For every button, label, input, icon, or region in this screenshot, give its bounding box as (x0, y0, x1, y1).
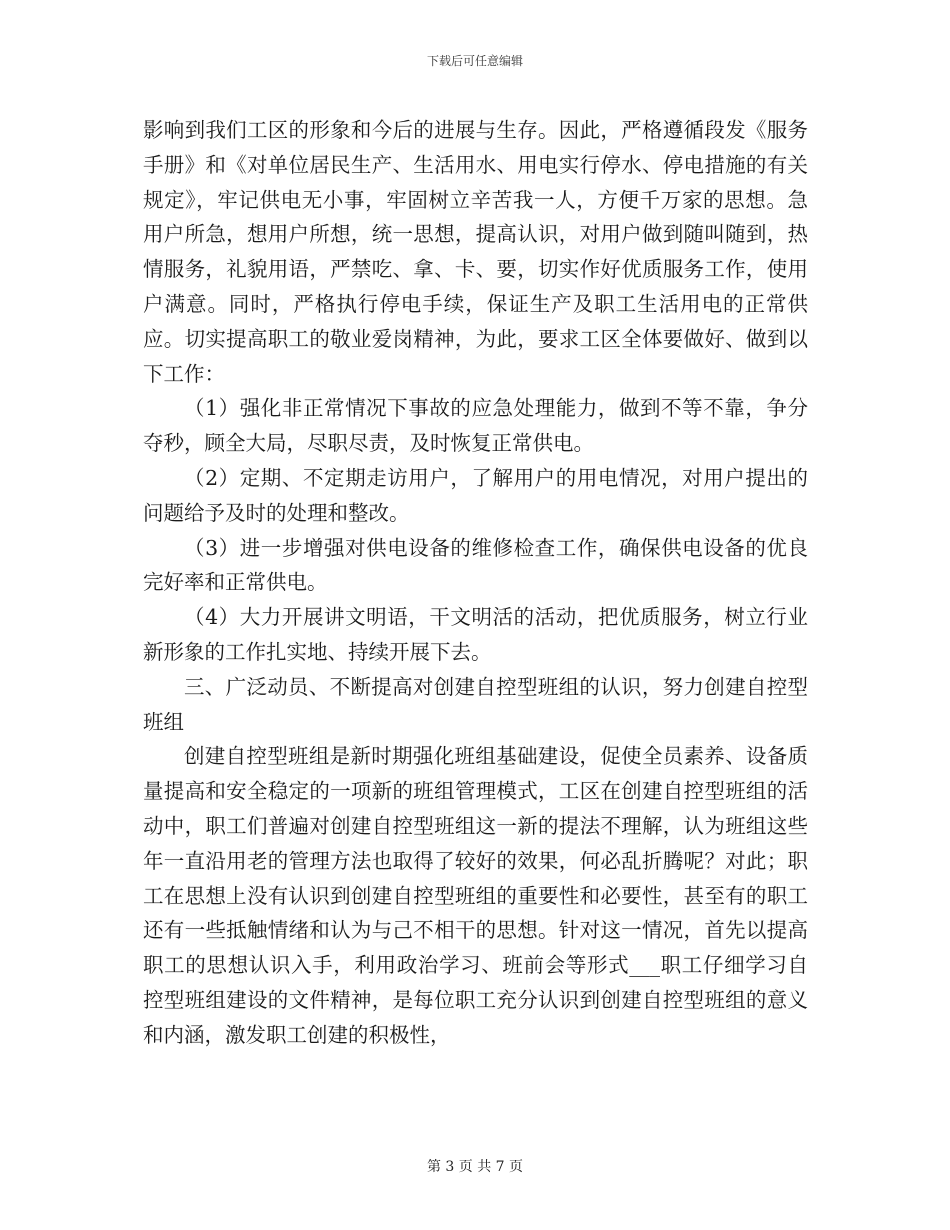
section-heading-3: 三、广泛动员、不断提高对创建自控型班组的认识，努力创建自控型班组 (143, 674, 808, 734)
paragraph-self-control-team: 创建自控型班组是新时期强化班组基础建设，促使全员素养、设备质量提高和安全稳定的一项新的班组管理模式，工区在创建自控型班组的活动中，职工们普遍对创建自控型班组这一新的提法不理解，认为班组这些年一直沿用老的管理方法也取得了较好的效果，何必乱折腾呢？对此；职工在思想上没有认识到创建自控型班组的重要性和必要性，甚至有的职工还有一些抵触情绪和认为与己不相干的思想。针对这一情况，首先以提高职工的思想认识入手，利用政治学习、班前会等形式___职工仔细学习自控型班组建设的文件精神，是每位职工充分认识到创建自控型班组的意义和内涵，激发职工创建的积极性， (143, 744, 808, 1047)
paragraph-item-4: （4）大力开展讲文明语，干文明活的活动，把优质服务，树立行业新形象的工作扎实地、持续开展下去。 (143, 605, 808, 664)
page-header-note: 下载后可任意编辑 (426, 54, 523, 68)
page-number-footer: 第 3 页 共 7 页 (426, 1159, 524, 1175)
paragraph-item-1: （1）强化非正常情况下事故的应急处理能力，做到不等不靠，争分夺秒，顾全大局，尽职尽责，及时恢复正常供电。 (143, 396, 808, 456)
paragraph-item-2: （2）定期、不定期走访用户，了解用户的用电情况，对用户提出的问题给予及时的处理和整改。 (143, 465, 808, 525)
document-body (143, 113, 808, 1053)
paragraph-item-3: （3）进一步增强对供电设备的维修检查工作，确保供电设备的优良完好率和正常供电。 (143, 535, 808, 595)
paragraph-service-requirements: 影响到我们工区的形象和今后的进展与生存。因此，严格遵循段发《服务手册》和《对单位居民生产、生活用水、用电实行停水、停电措施的有关规定》，牢记供电无小事，牢固树立辛苦我一人，方便千万家的思想。急用户所急，想用户所想，统一思想，提高认识，对用户做到随叫随到，热情服务，礼貌用语，严禁吃、拿、卡、要，切实作好优质服务工作，使用户满意。同时，严格执行停电手续，保证生产及职工生活用电的正常供应。切实提高职工的敬业爱岗精神，为此，要求工区全体要做好、做到以下工作： (143, 118, 808, 386)
